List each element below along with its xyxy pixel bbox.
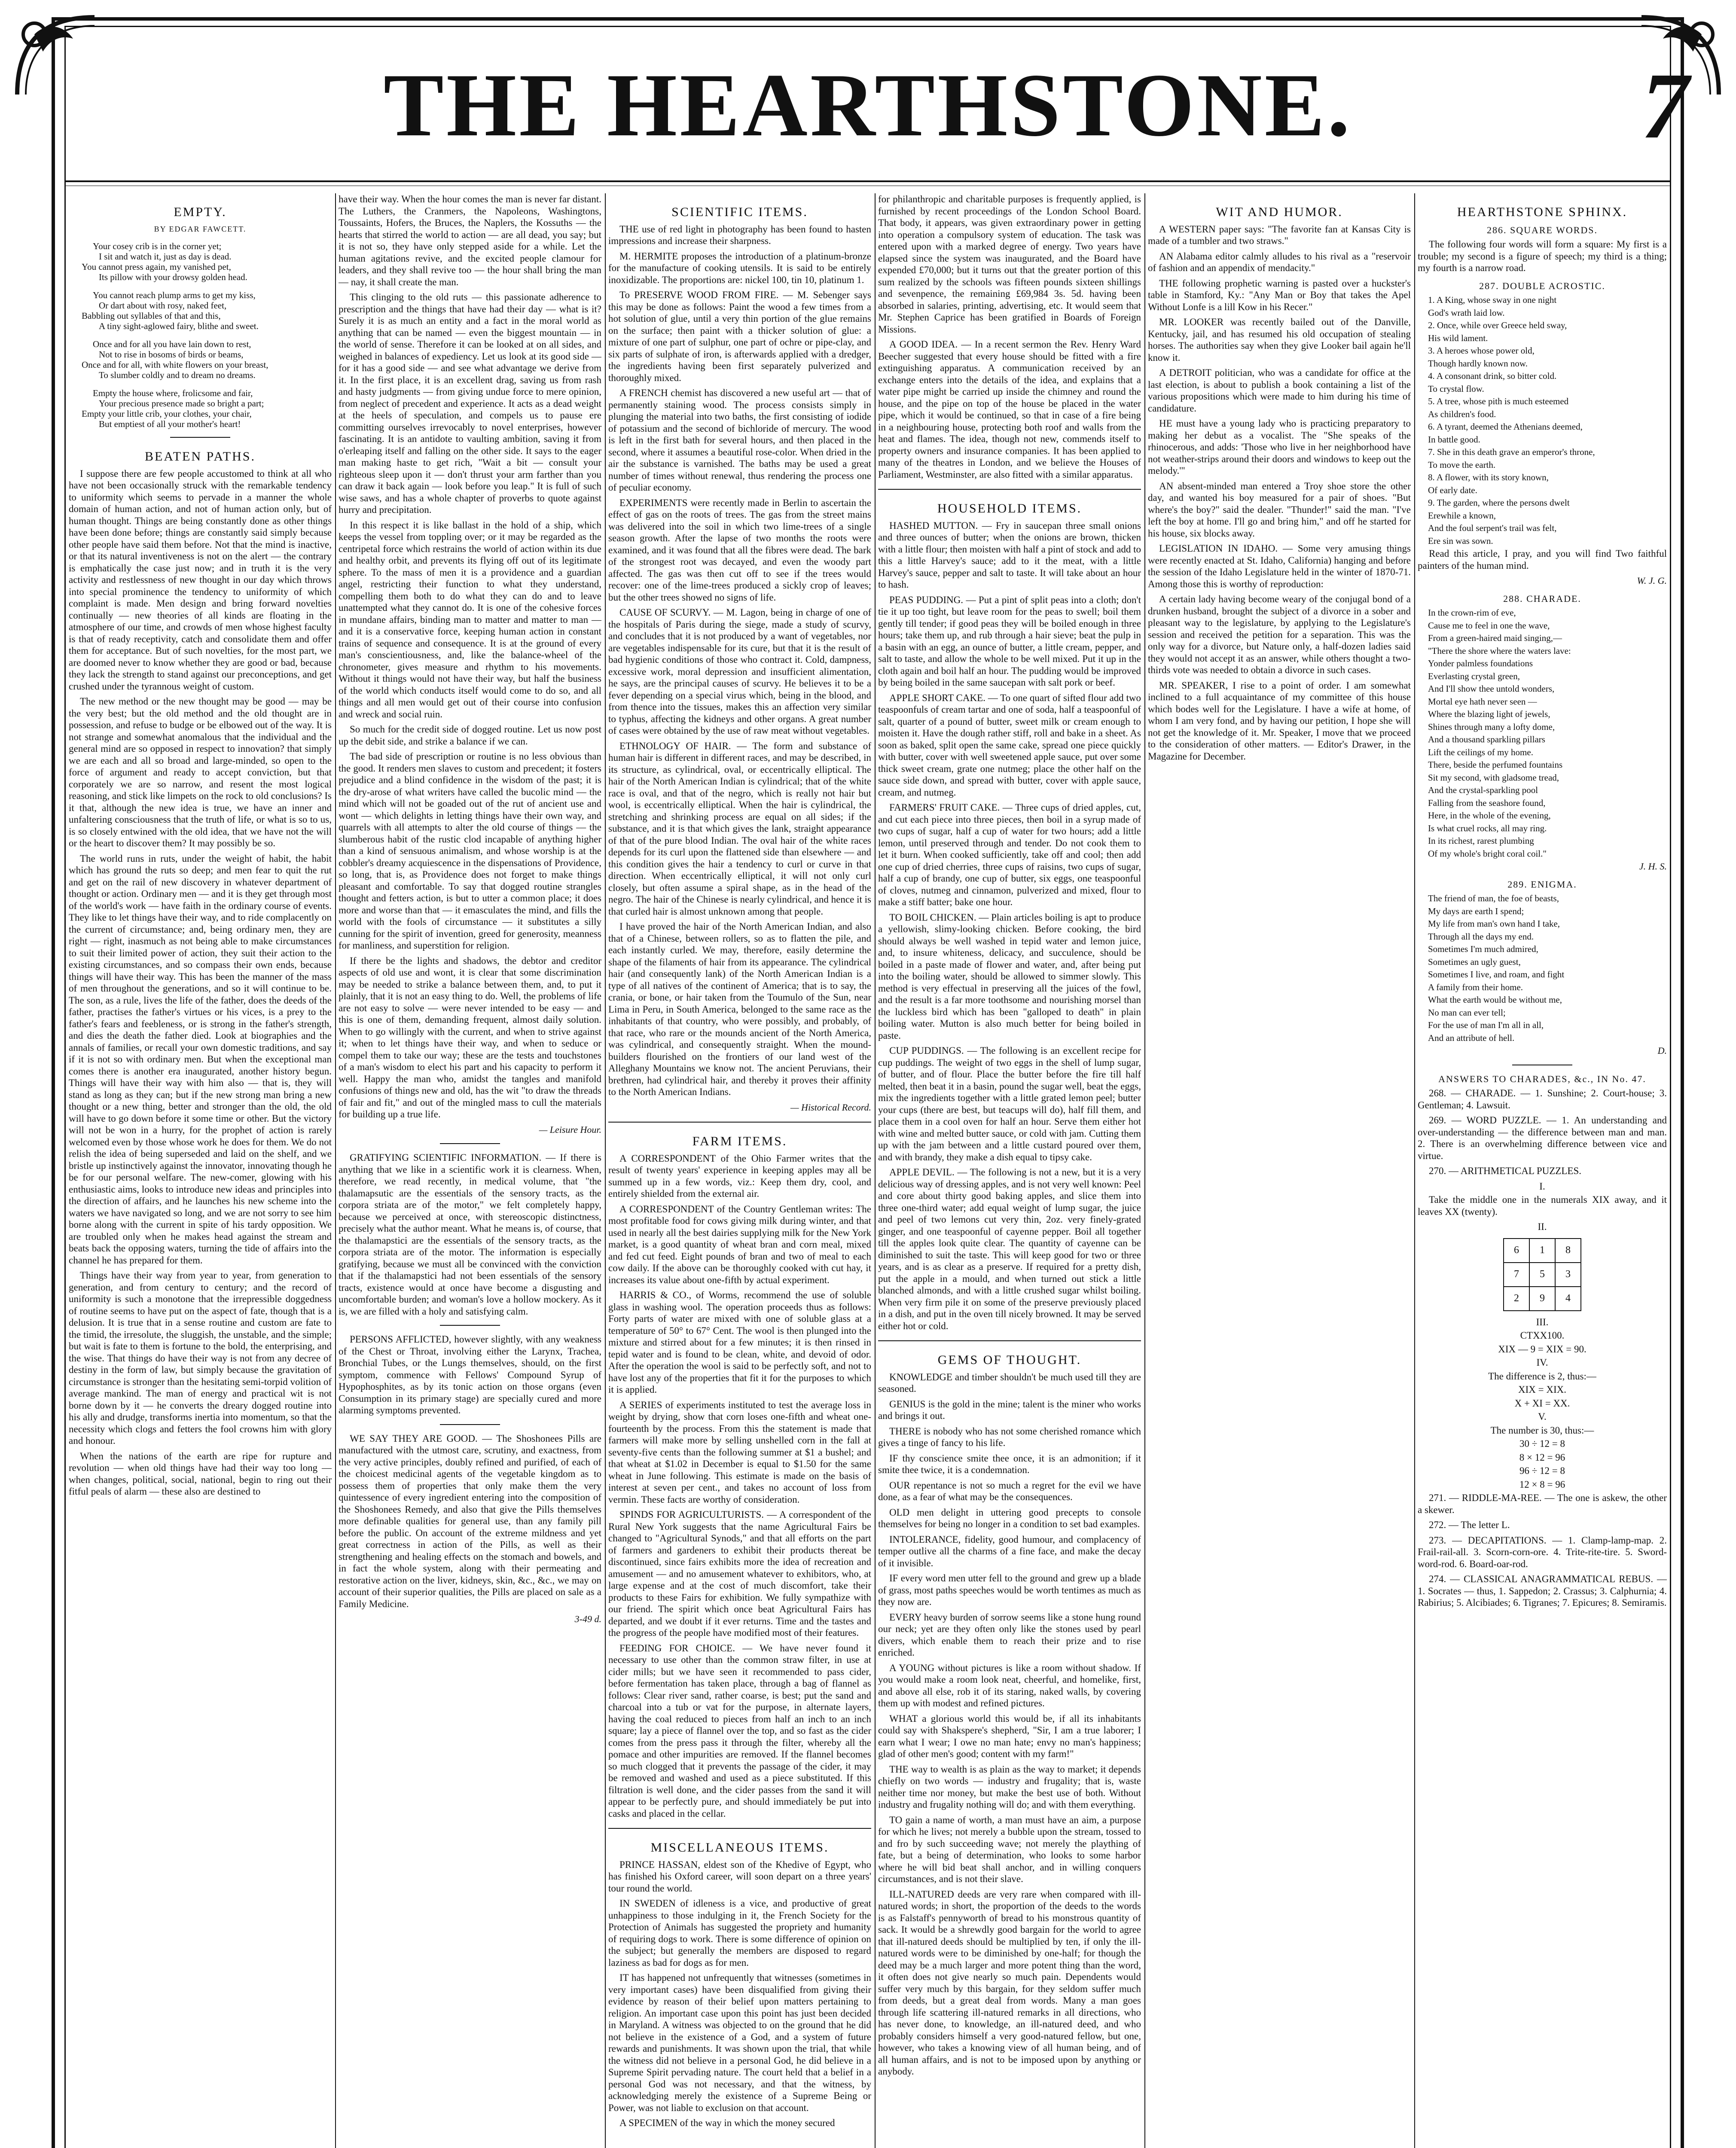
advertisement: PERSONS AFFLICTED, however slightly, with any weakness of the Chest or Throat, involving either the Larynx, Trachea, Bronchial Tubes, or the Lungs themselves, should, on the first symptom, commence with Fellows' Compound Syrup of Hypophosphites, as by its tonic action on those organs (even Consumption in its primary stage) are specially cured and more alarming symptoms prevented. — [339, 1334, 601, 1416]
paragraph: A SERIES of experiments instituted to test the average loss in weight by drying, show that corn loses one-fifth and wheat one-fourteenth by the process. From this the statement is made that farmers will make more by selling unshelled corn in the fall at seventy-five cents than the following summer at $1 a bushel; and that wheat at $1.02 in December is equal to $1.50 for the same wheat in June following. This estimate is made on the basis of interest at seven per cent., and takes no account of loss from vermin. These facts are worthy of consideration. — [608, 1399, 871, 1505]
paragraph: Read this article, I pray, and you will find Two faithful painters of the human mind. — [1418, 548, 1667, 571]
equation: X + XI = XX. — [1514, 1397, 1570, 1409]
source-attribution: — Historical Record. — [790, 1101, 871, 1113]
column-1 — [69, 193, 332, 2148]
grid-cell: 9 — [1529, 1287, 1555, 1311]
grid-cell: 4 — [1555, 1287, 1581, 1311]
section-rule — [608, 1122, 871, 1123]
answer-numeral: IV. — [1536, 1357, 1548, 1368]
paragraph: A WESTERN paper says: "The favorite fan at Kansas City is made of a tumbler and two straws." — [1148, 223, 1411, 246]
paragraph: AN Alabama editor calmly alludes to his rival as a "reservoir of fashion and an appendix of mendacity." — [1148, 250, 1411, 273]
paragraph: PRINCE HASSAN, eldest son of the Khedive of Egypt, who has finished his Oxford career, will soon depart on a three years' tour round the world. — [608, 1859, 871, 1894]
paragraph: GRATIFYING SCIENTIFIC INFORMATION. — If there is anything that we like in a scientific work it is clearness. When, therefore, we read recently, in medical volume, that "the thalamapsutic are the essentials of the sensory tracts, as the corpora striata are of the motor," we felt completely happy, because we perceived at once, with stereoscopic distinctness, precisely what the author meant. What he means is, of course, that the thalamapstici are the essentials of the sensory tracts, as the corpora striata are of the motor. The information is especially gratifying, because we must all be convinced with the conviction that if the thalamapstici had not been essentials of the sensory tracts, existence would at once have become a disgusting and uncomfortable burden; and woman's love a hollow mockery. As it is, we are filled with a holy and satisfying calm. — [339, 1152, 601, 1317]
gem: A YOUNG without pictures is like a room without shadow. If you would make a room look neat, cheerful, and homelike, first, and above all else, rob it of its staring, naked walls, by covering them up with modest and refined pictures. — [878, 1662, 1141, 1709]
paragraph: SPINDS FOR AGRICULTURISTS. — A correspondent of the Rural New York suggests that the name Agricultural Fairs be changed to "Agricultural Synods," and that all efforts on the part of farmers and gardeners to exhibit their products thereat be discontinued, since fairs exhibits more the idea of recreation and amusement — and no amusement whatever to exhibitors, who, at large expense and at the cost of much discomfort, take their products to these Fairs for exhibition. We fully sympathize with our friend. The spirit which once beat Agricultural Fairs has departed, and we doubt if it ever returns. Time and the tastes and the progress of the people have modified most of their features. — [608, 1509, 871, 1638]
paragraph: A certain lady having become weary of the conjugal bond of a drunken husband, brought the subject of a divorce in a sober and pleasant way to the legislature, by applying to the Legislature's session and received the petition for a separation. This was the only way for a divorce, but Nature only, a half-dozen ladies said they would not accept it as an answer, while others thought a two-thirds vote was needed to obtain a divorce in such cases. — [1148, 594, 1411, 675]
paragraph: A CORRESPONDENT of the Ohio Farmer writes that the result of twenty years' experience in keeping apples may all be summed up in a few words, viz.: Keep them dry, cool, and entirely shielded from the external air. — [608, 1153, 871, 1199]
gem: OUR repentance is not so much a regret for the evil we have done, as a fear of what may be the consequences. — [878, 1480, 1141, 1502]
paragraph: A DETROIT politician, who was a candidate for office at the last election, is about to publish a book containing a list of the various propositions which were made to him during his time of candidature. — [1148, 367, 1411, 414]
equation: 12 × 8 = 96 — [1519, 1479, 1565, 1490]
essay-title: BEATEN PATHS. — [145, 449, 256, 464]
paragraph: A FRENCH chemist has discovered a new useful art — that of permanently staining wood. The process consists simply in plunging the material into two baths, the first consisting of iodide of potassium and the second of bichloride of mercury. The wood is left in the first bath for several hours, and then placed in the second, where it assumes a beautiful rose-color. When dried in the air the substance is varnished. The baths may be used a great number of times without renewal, thus rendering the process one of peculiar economy. — [608, 387, 871, 493]
paragraph: The new method or the new thought may be good — may be the very best; but the old method and the old thought are in possession, and refuse to budge or be elbowed out of the way. It is not strange and somewhat anomalous that the individual and the general mind are so opposed in respect to innovation? that simply we are each and all so broad and large-minded, so open to the force of argument and ready to accept conviction, but that corporately we are so narrow, and resent the most logical reasoning, and stick like limpets on the rock to old conclusions? Is it that, although the new idea is true, we have an inner and unfaltering consciousness that the truth of life, or what is so to us, is so closely entwined with the old idea, that we have not the will or the heart to discover them? It may possibly be so. — [69, 696, 332, 848]
paragraph: THE use of red light in photography has been found to hasten impressions and increase their sharpness. — [608, 223, 871, 246]
gem: INTOLERANCE, fidelity, good humour, and complacency of temper outlive all the charms of a fine face, and make the decay of it invisible. — [878, 1534, 1141, 1568]
poem-byline: BY EDGAR FAWCETT. — [154, 224, 247, 233]
column-divider — [1144, 193, 1145, 2148]
recipe: APPLE DEVIL. — The following is not a new, but it is a very delicious way of dressing apples, and is not very well known: Peel and core about thirty good baking apples, and slice them into three one-third water; add equal weight of lump sugar, the juice and peel of two lemons cut very thin, 2oz. very finely-grated ginger, and one teaspoonful of cayenne pepper. Boil all together till the apples look quite clear. The quantity of cayenne can be diminished to suit the taste. This will keep good for two or three years, and is as clear as a preserve. If required for a pretty dish, put the apple in a mould, and when turned out stick a little blanched almonds, and with a little crushed sugar whilst boiling. When very firm pile it on some of the preserve previously placed in a dish, and put in the oven till nicely browned. It may be served either hot or cold. — [878, 1167, 1141, 1331]
puzzle-heading: 286. SQUARE WORDS. — [1486, 224, 1598, 235]
poem-body — [69, 241, 332, 429]
section-rule — [878, 1340, 1141, 1341]
paragraph: ETHNOLOGY OF HAIR. — The form and substance of human hair is different in different races, and may be described, in its structure, as cylindrical, oval, or eccentrically elliptical. The hair of the North American Indian is cylindrical; that of the white race is oval, and that of the negro, which is really not hair but wool, is eccentrically elliptical. When the hair is cylindrical, the stretching and shrinking process are equal on all sides; if the substance, and it is that which gives the lank, straight appearance of that of the pure blood Indian. The oval hair of the white races depends for its curl upon the flattened side than elsewhere — and this condition gives the hair a tendency to curl or curve in that direction. When eccentrically elliptical, it will not only curl closely, but often assume a spiral shape, as in the head of the negro. The hair of the Chinese is nearly cylindrical, and hence it is that curled hair is almost unknown among that people. — [608, 740, 871, 917]
puzzle-attribution: W. J. G. — [1637, 575, 1667, 586]
grid-cell: 5 — [1529, 1263, 1555, 1287]
answer: 274. — CLASSICAL ANAGRAMMATICAL REBUS. — 1. Socrates — thus, 1. Sappedon; 2. Crassus; 3. Calphurnia; 4. Rabirius; 5. Alcibiades; 6. Tigranes; 7. Epicures; 8. Semiramis. — [1418, 1574, 1667, 1608]
masthead — [0, 55, 1736, 155]
answer: 269. — WORD PUZZLE. — 1. An understanding and over-understanding — the difference between man and man. 2. There is an overwhelming difference between vice and virtue. — [1418, 1115, 1667, 1161]
grid-cell: 3 — [1555, 1263, 1581, 1287]
paragraph: CAUSE OF SCURVY. — M. Lagon, being in charge of one of the hospitals of Paris during the siege, made a study of scurvy, and concludes that it is not produced by a want of vegetables, nor are vegetables indispensable for its cure, but that it is the result of bad hygienic conditions of those who contract it. Cold, dampness, excessive work, moral depression and insufficient alimentation, he says, are the principal causes of scurvy. He believes it to be a fever depending on a special virus which, being in the blood, and from thence into the tissues, makes this an affection very similar to typhus, affecting the kidneys and other organs. A great number of cases were obtained by the use of raw meat without vegetables. — [608, 607, 871, 736]
advertisement: WE SAY THEY ARE GOOD. — The Shoshonees Pills are manufactured with the utmost care, scrutiny, and exactness, from the very active principles, doubly refined and purified, of each of the choicest medicinal agents of the vegetable kingdom as to possess them of properties that only make them the very quintessence of every ingredient entering into the composition of the Shoshonees Remedy, and also that give the Pills themselves more definable qualities for general use, than any family pill before the public. On account of the extreme mildness and yet great correctness in action of the Pills, as well as their strengthening and healing effects on the stomach and bowels, and in fact the whole system, along with their permeating and restorative action on the liver, kidneys, skin, &c., &c., we may on account of their superior qualities, the Pills are placed on sale as a Family Medicine. — [339, 1433, 601, 1609]
answer: 272. — The letter L. — [1429, 1519, 1510, 1530]
paragraph: THE following prophetic warning is pasted over a huckster's table in Stamford, Ky.: "Any Man or Boy that takes the Apel Without Lonfe is a lill Kow in his Recer." — [1148, 278, 1411, 312]
equation: 96 ÷ 12 = 8 — [1519, 1465, 1565, 1476]
paragraph: So much for the credit side of dogged routine. Let us now post up the debit side, and strike a balance if we can. — [339, 724, 601, 747]
equation: The number is 30, thus:— — [1490, 1425, 1594, 1436]
charade-lines: In the crown-rim of eve, Cause me to feel in one the wave, From a green-haired maid singing,— "There the shore where the waters lave: Yonder palmless foundations Everlasting crystal green, And I'll show thee untold wonders, Mortal eye hath never seen — Where the blazing light of jewels, Shines through many a lofty dome, And a thousand sparkling pillars Lift the ceilings of my home. There, beside the perfumed fountains Sit my second, with gladsome tread, And the crystal-sparkling pool Falling from the seashore found, Here, in the whole of the evening, Is what cruel rocks, all may ring. In its richest, rarest plumbing Of my whole's bright coral coil." — [1428, 607, 1571, 859]
grid-cell: 2 — [1504, 1287, 1529, 1311]
paragraph: This clinging to the old ruts — this passionate adherence to prescription and the things that have had their day — what is it? Surely it is as much an entity and a fact in the moral world as anything that can be named — even the biggest mountain — in the world of sense. Therefore it can be looked at on all sides, and weighed in balances of expediency. Let us look at its good side — for it has a good side — and see what advantage we derive from it. In the first place, it is an excellent drag, saving us from rash and hasty judgments — from giving undue force to mere opinion, from neglect of precedent and experience. It acts as a dead weight at the heels of speculation, and compels us to pause ere committing ourselves irrevocably to novel enterprises, however fascinating. It is an antidote to vaulting ambition, saving it from o'erleaping itself and falling on the other side. It says to the eager man making haste to get rich, "Wait a bit — consult your righteous sleep upon it — don't thrust your arm farther than you can draw it back again — look before you leap." It is full of such wise saws, and has a whole chapter of proverbs to quote against hurry and precipitation. — [339, 292, 601, 515]
column-divider — [1414, 193, 1415, 2148]
section-title-farm: FARM ITEMS. — [692, 1134, 787, 1148]
paragraph: I have proved the hair of the North American Indian, and also that of a Chinese, between rollers, so as to flatten the pile, and each instantly curled. We may, therefore, easily determine the shape of the filaments of hair from its appearance. The cylindrical hair (and consequently lank) of the North American Indian is a type of all natives of the continent of America; that is to say, the crania, or bone, or hair taken from the Toumulo of the Sun, near Lima in Peru, in South America, belonged to the same race as the inhabitants of that country, who were possibly, and probably, of that race, who rare or the mounds ancient of the North America, was cylindrical, and consequently straight. When the mound-builders flourished on the frontiers of our land west of the Alleghany Mountains we know not. The ancient Peruvians, their brethren, had cylindrical hair, and thereby it proves their affinity to the North American Indians. — [608, 921, 871, 1097]
grid-cell: 8 — [1555, 1239, 1581, 1263]
paragraph: IT has happened not unfrequently that witnesses (sometimes in very important cases) have been disqualified from giving their evidence by reason of their belief upon matters pertaining to religion. An important case upon this point has just been decided in Maryland. A witness was objected to on the ground that he did not believe in the existence of a God, and a system of future rewards and punishments. It was shown upon the trial, that while the witness did not believe in a personal God, he did believe in a Supreme Spirit pervading nature. The court held that a belief in a personal God was not necessary, and that the witness, by acknowledging merely the existence of a Supreme Being or Power, was not liable to exclusion on that account. — [608, 1972, 871, 2113]
gem: THE way to wealth is as plain as the way to market; it depends chiefly on two words — industry and frugality; that is, waste neither time nor money, but make the best use of both. Without industry and frugality nothing will do; and with them everything. — [878, 1764, 1141, 1810]
answer: 268. — CHARADE. — 1. Sunshine; 2. Court-house; 3. Gentleman; 4. Lawsuit. — [1418, 1088, 1667, 1111]
acrostic-list: 1. A King, whose sway in one night God's wrath laid low. 2. Once, while over Greece held sway, His wild lament. 3. A heroes whose power old, Though hardly known now. 4. A consonant drink, so bitter cold. To crystal flow. 5. A tree, whose pith is much esteemed As children's food. 6. A tyrant, deemed the Athenians deemed, In battle good. 7. She in this death grave an emperor's throne, To move the earth. 8. A flower, with its story known, Of early date. 9. The garden, where the persons dwelt Erewhile a known, And the foul serpent's trail was felt, Ere sin was sown. — [1428, 295, 1595, 546]
equation: 8 × 12 = 96 — [1519, 1452, 1565, 1463]
paragraph: If there be the lights and shadows, the debtor and creditor aspects of old use and wont, it is clear that some discrimination may be needed to strike a balance between them, and, to put it plainly, that it is not an easy thing to do. Well, the problems of life are not easy to solve — were never intended to be easy — and this is one of them, demanding frequent, almost daily solution. When to go willingly with the current, and when to strive against it; when to let things have their way, and when to seduce or compel them to take our way; these are the tests and touchstones of a man's wisdom to elect his part and his capacity to perform it well. Happy the man who, amidst the tangles and manifold confusions of things new and old, has the wit "to draw the threads of fair and fit," and out of the mingled mass to cull the materials for building up a true life. — [339, 955, 601, 1120]
paragraph: IN SWEDEN of idleness is a vice, and productive of great unhappiness to those indulging in it, the French Society for the Protection of Animals has suggested the propriety and humanity of requiring dogs to work. There is some difference of opinion on the subject; but generally the members are disposed to regard laziness as bad for dogs as for men. — [608, 1898, 871, 1968]
section-title-gems: GEMS OF THOUGHT. — [937, 1353, 1082, 1367]
section-title-misc: MISCELLANEOUS ITEMS. — [650, 1840, 829, 1855]
recipe: PEAS PUDDING. — Put a pint of split peas into a cloth; don't tie it up too tight, but leave room for the peas to swell; boil them gently till tender; if good peas they will be boiled enough in three hours; take them up, and rub through a hair sieve; beat the pulp in a basin with an egg, an ounce of butter, a little cream, pepper, and salt to taste, and allow the whole to be well mixed. Put it up in the cloth again and boil half an hour. The pudding would be improved by being boiled in the same saucepan with salt pork or beef. — [878, 594, 1141, 688]
section-rule — [608, 1828, 871, 1829]
equation: XIX — 9 = XIX = 90. — [1498, 1343, 1587, 1355]
column-6 — [1418, 193, 1667, 2148]
column-3 — [608, 193, 871, 2148]
source-attribution: — Leisure Hour. — [539, 1124, 601, 1135]
puzzle-heading: 289. ENIGMA. — [1507, 879, 1577, 890]
paragraph: for philanthropic and charitable purposes is frequently applied, is furnished by recent proceedings of the London School Board. That body, it appears, was given extraordinary power in getting into operation a compulsory system of education. The task was entered upon with a marked degree of energy. Two years have elapsed since the system was inaugurated, and the Board have expended £70,000; but it turns out that the greater portion of this sum realized by the schools was fifteen pounds sixteen shillings and sevenpence, the remaining £69,984 3s. 5d. having been absorbed in salaries, printing, advertising, etc. It would seem that Mr. Stephen Caprice has been gratified in Boards of Foreign Missions. — [878, 194, 1141, 335]
section-title-scientific: SCIENTIFIC ITEMS. — [671, 205, 808, 219]
column-divider — [335, 193, 336, 2148]
equation: 30 ÷ 12 = 8 — [1519, 1438, 1565, 1449]
answer-numeral: V. — [1538, 1411, 1547, 1422]
section-rule — [440, 1325, 500, 1326]
recipe: APPLE SHORT CAKE. — To one quart of sifted flour add two teaspoonfuls of cream tartar and one of soda, half a teaspoonful of salt, quarter of a pound of butter, sweet milk or cream enough to moisten it. Have the dough rather stiff, roll and bake in a sheet. As soon as baked, split open the same cake, spread one piece quickly with butter, cover with well sweetened apple sauce, put over some thick sweet cream, grate one nutmeg; place the other half on the sauce side down, and spread with butter, cover with apple sauce, cream, and nutmeg. — [878, 692, 1141, 798]
stanza: Once and for all you have lain down to rest, Not to rise in bosoms of birds or beams, Once and for all, with white flowers on your breast, To slumber coldly and to dream no dreams. — [82, 339, 268, 380]
ad-code: 3-49 d. — [574, 1614, 601, 1624]
section-rule — [878, 489, 1141, 490]
section-title-sphinx: HEARTHSTONE SPHINX. — [1457, 205, 1628, 219]
paragraph: When the nations of the earth are ripe for rupture and revolution — when old things have had their way too long — when changes, political, social, national, begin to ring out their fitful peals of alarm — these also are destined to — [69, 1450, 332, 1497]
answer: Take the middle one in the numerals XIX away, and it leaves XX (twenty). — [1418, 1194, 1667, 1217]
column-divider — [605, 193, 606, 2148]
answer-numeral: III. — [1536, 1316, 1549, 1327]
recipe: TO BOIL CHICKEN. — Plain articles boiling is apt to produce a yellowish, slimy-looking chicken. Before cooking, the bird should always be well washed in tepid water and lemon juice, and, to insure whiteness, delicacy, and succulence, should be boiled in a paste made of flower and water, and, after being put into the boiling water, should be allowed to simmer slowly. This method is very effectual in preserving all the juices of the fowl, and the result is a far more toothsome and nourishing morsel than the luckless bird which has been "galloped to death" in plain boiling water. Mutton is also much better for being boiled in paste. — [878, 912, 1141, 1041]
answer: 270. — ARITHMETICAL PUZZLES. — [1429, 1166, 1581, 1176]
magic-square — [1503, 1238, 1581, 1311]
paragraph: MR. LOOKER was recently bailed out of the Danville, Kentucky, jail, and has resumed his old occupation of stealing horses. The authorities say when they give Looker bail again he'll know it. — [1148, 317, 1411, 363]
paragraph: HARRIS & CO., of Worms, recommend the use of soluble glass in washing wool. The operation proceeds thus as follows: Forty parts of water are mixed with one of soluble glass at a temperature of 50° to 67° Cent. The wool is then plunged into the mixture and stirred about for a few minutes; it is then rinsed in tepid water and is found to be clean, white, and devoid of odor. After the operation the wool is said to be perfectly soft, and not to have lost any of the properties that fit it for the purposes to which it is applied. — [608, 1290, 871, 1395]
paragraph: In this respect it is like ballast in the hold of a ship, which keeps the vessel from toppling over; or it may be regarded as the centripetal force which restrains the world of action within its due and healthy orbit, and prevents its flying off out of its legitimate sphere. To the mass of men it is a providence and a guardian angel, restricting their function to what they understand, compelling them both to do what they can do and to leave unattempted what they cannot do. It is one of the cohesive forces in mundane affairs, binding man to matter and matter to man — and it is a conservative force, keeping human action in constant trains of sequence and consequence. It is at the ground of every man's conscientiousness, and, like the balance-wheel of the chronometer, gives measure and rhythm to his movements. Without it things would not have their way, but half the business of the world which conducts itself would come to do so, and all things and all men would get out of their course into confusion and wreck and social ruin. — [339, 519, 601, 720]
paragraph: The following four words will form a square: My first is a trouble; my second is a figure of speech; my third is a thing; my fourth is a narrow road. — [1418, 239, 1667, 273]
paragraph: A GOOD IDEA. — In a recent sermon the Rev. Henry Ward Beecher suggested that every house should be fitted with a fire extinguishing apparatus. A communication received by an exchange enters into the details of the idea, and explains that a water pipe might be carried up inside the chimney and round the house, and the pipe on top of the house be placed in the water pipe, which it would be continued, so that in case of a fire being in a neighbouring house, protecting both roof and walls from the heat and flames. The idea, though not new, commends itself to property owners and insurance companies. It has been applied to many of the theatres in London, and we believe the Houses of Parliament, Westminster, are also fitted with a similar apparatus. — [878, 339, 1141, 480]
paragraph: HE must have a young lady who is practicing preparatory to making her debut as a vocalist. The "She speaks of the rhinocerous, and adds: 'Those who live in her neighborhood have not weather-strips around their doors and windows to keep out the melody.'" — [1148, 418, 1411, 476]
equation: The difference is 2, thus:— — [1488, 1370, 1596, 1382]
paragraph: FEEDING FOR CHOICE. — We have never found it necessary to use other than the common straw filter, in use at cider mills; but we have seen it recommended to pass cider, before fermentation has taken place, through a bag of flannel as follows: Clear river sand, rather coarse, is best; put the sand and charcoal into a tub or vat for the purpose, in alternate layers, having the coal reduced to pieces from half an inch to an inch square; lay a piece of flannel over the top, and so fast as the cider comes from the press pass it through the filter, whereby all the pomace and other impurities are removed. If the flannel becomes so much clogged that it prevents the passage of the cider, it may be removed and washed and used as a piece substituted. If this filtration is well done, and the cider passes from the sand it will appear to be perfectly pure, and should immediately be put into casks and placed in the cellar. — [608, 1642, 871, 1819]
paragraph: The world runs in ruts, under the weight of habit, the habit which has ground the ruts so deep; and men fear to quit the rut and get on the rail of new discovery in whatever department of thought or action. Ordinary men — and it is they get through most of the world's work — have faith in the ordinary course of events. They like to let things have their way, and to ride complacently on the current of circumstance; and, being ordinary men, they are right — right, inasmuch as not being able to make circumstances to suit their limited power of action, they suit their action to the existing circumstances, and so compass their own ends, because things will have their way. This has been the manner of the mass of men throughout the generations, and so it will continue to be. The son, as a rule, lives the life of the father, does the deeds of the father, practises the father's virtues or his vices, is a prey to the father's fears and feebleness, or is strong in the father's strength, and dies the death the father died. Look at biographies and the annals of families, or recall your own domestic traditions, and say if it is not so with ordinary men. But when the exceptional man comes there is another era inaugurated, another history begun. Things will have their way with him also — that is, they will stand as long as they can; but if the new strong man bring a new thought or a new thing, better and stronger than the old, the old will have to go down before it some time or other. But the victory will not be won in a hurry, for the prophet of action is rarely welcomed even by those whose work he does for them. We do not relish the idea of being superseded and laid on the shelf, and we bristle up instinctively against the innovator, innovating though he be for our personal welfare. The new-comer, glowing with his enthusiastic aims, looks to introduce new ideas and principles into the direction of affairs, and he launches his new scheme into the waters we have navigated so long, and we are not sorry to see him borne along with the current in spite of his tardy opposition. We are troubled only when he makes head against the stream and beats back the opposing waters, turning the tide of affairs into the channel he has prepared for them. — [69, 853, 332, 1266]
equation: CTXX100. — [1520, 1330, 1565, 1341]
paragraph: I suppose there are few people accustomed to think at all who have not been occasionally struck with the remarkable tendency to uniformity which seems to pervade in a manner the whole domain of human action, and not of human action only, but of human thought. Things are being constantly done as other things have been done before; things are constantly said simply because other people have said them before. Not that the mind is inactive, or that its natural inventiveness is not on the alert — the contrary is emphatically the case just now; and in truth it is the very activity and restlessness of new thought in our day which throws into special prominence the tendency to uniformity of which complaint is made. Men design and bring forward novelties continually — new theories of all kinds are floating in the atmosphere of our time, and crowds of men whose highest faculty is that of ready receptivity, catch and consolidate them and offer them for acceptance. But of such novelties, for the most part, we are doomed never to know whether they are good or bad, because they lack the strength to stand against our preconceptions, and get crushed under the tyrannous weight of custom. — [69, 468, 332, 692]
answer: 271. — RIDDLE-MA-REE. — The one is askew, the other a skewer. — [1418, 1492, 1667, 1515]
paragraph: AN absent-minded man entered a Troy shoe store the other day, and wanted his boy measured for a pair of shoes. "But where's the boy?" said the dealer. "Thunder!" said the man. "I've left the boy at home. I'll go and bring him," and off he started for his house, six blocks away. — [1148, 480, 1411, 539]
answer: 273. — DECAPITATIONS. — 1. Clamp-lamp-map. 2. Frail-rail-all. 3. Scorn-corn-ore. 4. Trite-rite-tire. 5. Sword-word-rod. 6. Board-oar-rod. — [1418, 1535, 1667, 1569]
section-title-household: HOUSEHOLD ITEMS. — [937, 501, 1082, 516]
answer-numeral: I. — [1539, 1181, 1545, 1192]
columns — [69, 193, 1667, 2148]
gem: THERE is nobody who has not some cherished romance which gives a tinge of fancy to his life. — [878, 1425, 1141, 1448]
answer-numeral: II. — [1538, 1221, 1547, 1232]
gem: EVERY heavy burden of sorrow seems like a stone hung round our neck; yet are they often only like the stones used by pearl divers, which enable them to reach their prize and to rise enriched. — [878, 1611, 1141, 1658]
recipe: FARMERS' FRUIT CAKE. — Three cups of dried apples, cut, and cut each piece into three pieces, then boil in a syrup made of two cups of sugar, half a cup of water for two hours; add a little lemon, until preserved through and tender. Do not cook them to let it burn. When cooked sufficiently, take off and cool; then add one cup of dried cherries, three cups of raisins, two cups of sugar, half a cup of brandy, one cup of butter, six eggs, one teaspoonful of cloves, nutmeg and cinnamon, pulverized and mixed, flour to make a stiff batter; bake one hour. — [878, 802, 1141, 907]
column-2 — [339, 193, 601, 2148]
answers-title: ANSWERS TO CHARADES, &c., IN No. 47. — [1438, 1073, 1646, 1084]
puzzle-heading: 288. CHARADE. — [1503, 593, 1581, 604]
gem: IF every word men utter fell to the ground and grew up a blade of grass, most paths speeches would be worth tentimes as much as they now are. — [878, 1573, 1141, 1607]
grid-cell: 7 — [1504, 1263, 1529, 1287]
gem: WHAT a glorious world this would be, if all its inhabitants could say with Shakspere's shepherd, "Sir, I am a true laborer; I earn what I wear; I owe no man hate; envy no man's happiness; glad of other men's good; content with my farm!" — [878, 1713, 1141, 1759]
stanza: Empty the house where, frolicsome and fair, Your precious presence made so bright a part; Empty your little crib, your clothes, your chair, But emptiest of all your mother's heart! — [82, 388, 264, 429]
gem: IF thy conscience smite thee once, it is an admonition; if it smite thee twice, it is a condemnation. — [878, 1452, 1141, 1475]
poem-title: EMPTY. — [174, 205, 227, 219]
enigma-lines: The friend of man, the foe of beasts, My days are earth I spend; My life from man's own hand I take, Through all the days my end. Sometimes I'm much admired, Sometimes an ugly guest, Sometimes I live, and roam, and fight A family from their home. What the earth would be without me, No man can ever tell; For the use of man I'm all in all, And an attribute of hell. — [1428, 893, 1565, 1043]
column-4 — [878, 193, 1141, 2148]
paragraph: A SPECIMEN of the way in which the money secured — [619, 2117, 835, 2128]
section-rule — [440, 1143, 500, 1144]
gem: ILL-NATURED deeds are very rare when compared with ill-natured words; in short, the proportion of the deeds to the words is as Falstaff's pennyworth of bread to his monstrous quantity of sack. It would be a shrewdly good bargain for the world to agree that ill-natured deeds should be multiplied by ten, if only the ill-natured words were to be diminished by one-half; for though the deed may be a much larger and more potent thing than the word, it often does not give nearly so much pain. Dependents would suffer very much by this bargain, for they seldom suffer much from deeds, but a great deal from words. Many a man goes through life scattering ill-natured remarks in all directions, who has never done, to knowledge, an ill-natured deed, and who probably considers himself a very good-natured fellow, but one, however, who takes a knowing view of all human being, and of all human affairs, and is not to be imposed upon by anything or anybody. — [878, 1889, 1141, 2077]
recipe: CUP PUDDINGS. — The following is an excellent recipe for cup puddings. The weight of two eggs in the shell of lump sugar, of butter, and of flour. Place the butter before the fire till half melted, then beat it in a basin, pound the sugar well, beat the eggs, mix the ingredients together with a little grated lemon peel; butter your cups (there are best, but teacups will do), half fill them, and place them in a cool oven for half an hour. Serve them either hot with wine and melted butter sauce, or cold with jam. Cutting them up with the jam between and a little custard poured over them, and with brandy, they make a dish equal to tipsy cake. — [878, 1045, 1141, 1162]
paragraph: Things have their way from year to year, from generation to generation, and from century to century; and the record of uniformity is such a monotone that the irrepressible doggedness of routine seems to have put on the aspect of fate, though that is a delusion. It is true that in a sense routine and custom are fate to the timid, the irresolute, the sluggish, the unstable, and the simple; but wait is fate to them is fortune to the bold, the enterprising, and the wise. That things do have their way is not from any decree of destiny in the form of law, but simply because the gravitation of circumstance is stronger than the hesitating semi-torpid volition of average mankind. The man of energy and practical wit is not borne down by it — he converts the dreary dogged routine into his ally and drudge, transforms inertia into momentum, so that the necessity which clogs and fetters the fool crowns him with glory and honour. — [69, 1270, 332, 1446]
gem: TO gain a name of worth, a man must have an aim, a purpose for which he lives; not merely a bubble upon the stream, tossed to and fro by such succeeding wave; not merely the plaything of fate, but a being of determination, who looks to some harbor where he will bid beat shall anchor, and in willing conquers circumstances, and is not their slave. — [878, 1814, 1141, 1884]
paragraph: A CORRESPONDENT of the Country Gentleman writes: The most profitable food for cows giving milk during winter, and that used in nearly all the best dairies supplying milk for the New York market, is a good quantity of wheat bran and corn meal, mixed and fed cut feed. Eight pounds of bran and two of meal to each cow daily. If the above can be thoroughly cooked with cut hay, it increases its value about one-fifth by actual experiment. — [608, 1203, 871, 1285]
gem: GENIUS is the gold in the mine; talent is the miner who works and brings it out. — [878, 1398, 1141, 1421]
gem: KNOWLEDGE and timber shouldn't be much used till they are seasoned. — [878, 1371, 1141, 1394]
gem: OLD men delight in uttering good precepts to console themselves for being no longer in a condition to set bad examples. — [878, 1507, 1141, 1529]
grid-cell: 1 — [1529, 1239, 1555, 1263]
paragraph: have their way. When the hour comes the man is never far distant. The Luthers, the Cranmers, the Napoleons, Washingtons, Toussaints, Hofers, the Bruces, the Naplers, the Kossuths — the hearts that stirred the world to action — are all dead, you say; but it is not so, they have only stepped aside for a while. Let the human agitations revive, and the excited people clamour for leaders, and they shall revive too — the hour shall bring the man — nay, it shall create the man. — [339, 194, 601, 287]
recipe: HASHED MUTTON. — Fry in saucepan three small onions and three ounces of butter; when the onions are brown, thicken with a little flour; then moisten with half a pint of stock and add to this a little Harvey's sauce; add to it the meat, with a little Harvey's sauce, pepper and salt to taste. It will take about an hour to hash. — [878, 520, 1141, 590]
puzzle-heading: 287. DOUBLE ACROSTIC. — [1479, 280, 1605, 291]
paragraph: To PRESERVE WOOD FROM FIRE. — M. Sebenger says this may be done as follows: Paint the wood a few times from a hot solution of glue, until a very thin portion of the glue remains on the surface; then paint with a thicker solution of glue: a mixture of one part of sulphur, one part of ochre or pipe-clay, and six parts of sulphate of iron, is afterwards applied with a dredger, the ingredients having been first separately pulverized and thoroughly mixed. — [608, 290, 871, 383]
section-rule — [170, 437, 230, 438]
stanza: Your cosey crib is in the corner yet; I sit and watch it, just as day is dead. You cannot press again, my vanished pet, Its pillow with your drowsy golden head. — [82, 241, 247, 282]
column-divider — [875, 193, 876, 2148]
column-5 — [1148, 193, 1411, 2148]
paragraph: M. HERMITE proposes the introduction of a platinum-bronze for the manufacture of cooking utensils. It is said to be entirely inoxidizable. The proportions are: nickel 100, tin 10, platinum 1. — [608, 250, 871, 285]
newspaper-title: THE HEARTHSTONE. — [383, 55, 1353, 155]
paragraph: EXPERIMENTS were recently made in Berlin to ascertain the effect of gas on the roots of trees. The gas from the street mains was delivered into the soil in which two lime-trees of a single season growth. After the lapse of two months the roots were examined, and it was found that all the fibres were dead. The bark of the strongest root was decayed, and even the woody part affected. The gas was then cut off to see if the trees would recover: one of the lime-trees produced a sickly crop of leaves; but the other trees showed no signs of life. — [608, 497, 871, 603]
page-number: 7 — [1641, 53, 1689, 158]
paragraph: MR. SPEAKER, I rise to a point of order. I am somewhat inclined to a full acquaintance of my committee of this house which bodes well for the Legislature. I have a wife at home, of whom I am very fond, and by having our petition, I hope she will not get the knowledge of it. Mr. Speaker, I move that we proceed to the consideration of other matters. — Editor's Drawer, in the Magazine for December. — [1148, 680, 1411, 762]
equation: XIX = XIX. — [1518, 1384, 1566, 1395]
grid-cell: 6 — [1504, 1239, 1529, 1263]
paragraph: The bad side of prescription or routine is no less obvious than the good. It renders men slaves to custom and precedent; it fosters prejudice and a blind confidence in the wisdom of the past; it is the dry-arose of what writers have called the bucolic mind — the mind which will not be goaded out of the rut of ancient use and wont — which delights in letting things have their own way, and quarrels with all attempts to alter the old course of things — the slumberous habit of the rustic clod incapable of anything higher than a kind of sensuous animalism, and whose worship is at the cobbler's dreamy acquiescence in the dispensations of Providence, so long, that is, as Providence does not forget to make things pleasant and comfortable. To say that dogged routine strangles thought and fetters action, is but to utter a common place; it does more and worse than that — it emasculates the mind, and fills the world with the fools of circumstance — it substitutes a silly cunning for the spirit of invention, greed for generosity, meanness for manliness, and superstition for religion. — [339, 751, 601, 951]
paragraph: LEGISLATION IN IDAHO. — Some very amusing things were recently enacted at St. Idaho, California) hanging and before the session of the Idaho Legislature held in the winter of 1870-71. Among those this is worthy of reproduction: — [1148, 543, 1411, 589]
section-title-wit: WIT AND HUMOR. — [1216, 205, 1343, 219]
stanza: You cannot reach plump arms to get my kiss, Or dart about with rosy, naked feet, Babbling out syllables of that and this, A tiny sight-aglowed fairy, blithe and sweet. — [82, 290, 259, 331]
section-rule — [440, 1424, 500, 1425]
puzzle-attribution: J. H. S. — [1639, 861, 1667, 872]
puzzle-attribution: D. — [1657, 1045, 1667, 1056]
header-rule — [64, 180, 1671, 182]
